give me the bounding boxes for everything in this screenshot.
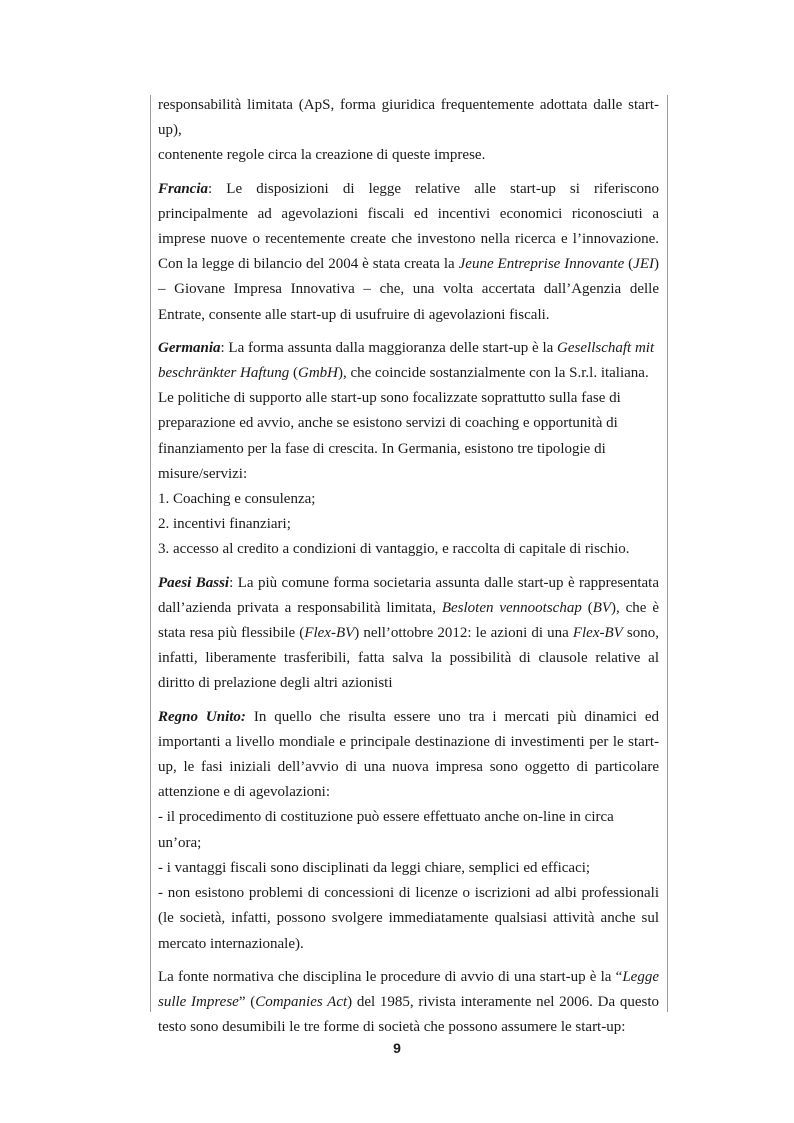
left-margin-rule [150, 95, 151, 1012]
paesi-bassi-text-1: : La più comune forma societaria assunta dalle start-up è rappresentata dall’azienda privata a responsabilità limitata, [158, 574, 659, 616]
paesi-bassi-label: Paesi Bassi [158, 574, 230, 591]
francia-label: Francia [158, 180, 209, 197]
germania-paragraph [158, 336, 659, 487]
jei-name: Jeune Entreprise Innovante [458, 256, 625, 273]
germania-label: Germania [158, 339, 221, 356]
flex-bv-2: Flex-BV [572, 625, 623, 642]
page-number: 9 [393, 1040, 401, 1056]
intro-paragraph [158, 93, 659, 169]
francia-paragraph [158, 177, 659, 328]
document-body [158, 93, 659, 1048]
regno-unito-list-item-2: - i vantaggi fiscali sono disciplinati da leggi chiare, semplici ed efficaci; [158, 859, 591, 876]
fonte-paragraph [158, 965, 659, 1041]
germania-text-1: : La forma assunta dalla maggioranza delle start-up è la [220, 339, 558, 356]
francia-text-1: : Le disposizioni di legge relative alle start-up si riferiscono principalmente ad agevolazioni fiscali ed incentivi economici riconosciuti a imprese nuove o recentemente create che investono nella ricerca e l’innovazione. Con la legge di bilancio del 2004 è stata creata la [158, 180, 659, 273]
intro-line-2: contenente regole circa la creazione di queste imprese. [158, 147, 486, 164]
fonte-text-3: ) del 1985, rivista interamente nel 2006. Da questo testo sono desumibili le tre forme di società che possono assumere le start-up: [158, 993, 660, 1036]
germania-text-3: ), che coincide sostanzialmente con la S.r.l. italiana. Le politiche di supporto alle start-up sono focalizzate soprattutto sulla fase di preparazione ed avvio, anche se esistono servizi di coaching e opportunità di finanziamento per la fase di crescita. In Germania, esistono tre tipologie di misure/servizi: [158, 365, 649, 482]
paesi-bassi-text-3: ), che è stata resa più flessibile ( [158, 599, 659, 642]
bv-name: Besloten vennootschap [441, 599, 582, 616]
gmbh-abbr: GmbH [297, 365, 338, 382]
germania-list-item-1: 1. Coaching e consulenza; [158, 491, 316, 508]
flex-bv-1: Flex-BV [304, 625, 355, 642]
paesi-bassi-paragraph [158, 571, 659, 697]
regno-unito-paragraph [158, 705, 659, 806]
law-name: Legge sulle Imprese [158, 968, 659, 1010]
law-english-name: Companies Act [255, 993, 348, 1010]
right-margin-rule [667, 95, 668, 1012]
francia-text-2: ( [624, 256, 634, 273]
francia-text-3: ) – Giovane Impresa Innovativa – che, una volta accertata dall’Agenzia delle Entrate, consente alle start-up di usufruire di agevolazioni fiscali. [158, 256, 659, 323]
bv-abbr: BV [592, 599, 612, 616]
germania-text-2: ( [289, 365, 298, 382]
germania-list-item-3: 3. accesso al credito a condizioni di vantaggio, e raccolta di capitale di rischio. [158, 541, 630, 558]
paesi-bassi-text-4: ) nell’ottobre 2012: le azioni di una [354, 625, 573, 642]
germania-list-item-2: 2. incentivi finanziari; [158, 516, 291, 533]
fonte-text-1: La fonte normativa che disciplina le procedure di avvio di una start-up è la “ [158, 968, 623, 985]
regno-unito-list-item-3: - non esistono problemi di concessioni di licenze o iscrizioni ad albi professionali (le società, infatti, possono svolgere immediatamente qualsiasi attività anche sul mercato internazionale). [158, 885, 659, 952]
fonte-text-2: ” ( [238, 993, 256, 1010]
intro-line-1: responsabilità limitata (ApS, forma giuridica frequentemente adottata dalle start-up), [158, 97, 659, 139]
gmbh-name: Gesellschaft mit beschränkter Haftung [158, 339, 655, 382]
paesi-bassi-text-5: sono, infatti, liberamente trasferibili, fatta salva la possibilità di clausole relative al diritto di prelazione degli altri azionisti [158, 625, 659, 692]
regno-unito-list-item-1: - il procedimento di costituzione può essere effettuato anche on-line in circa un’ora; [158, 809, 614, 851]
jei-abbr: JEI [633, 256, 654, 273]
regno-unito-label: Regno Unito: [158, 708, 246, 725]
regno-unito-text-1: In quello che risulta essere uno tra i mercati più dinamici ed importanti a livello mondiale e principale destinazione di investimenti per le start-up, le fasi iniziali dell’avvio di una nuova impresa sono oggetto di particolare attenzione e di agevolazioni: [158, 708, 659, 801]
paesi-bassi-text-2: ( [581, 599, 593, 616]
